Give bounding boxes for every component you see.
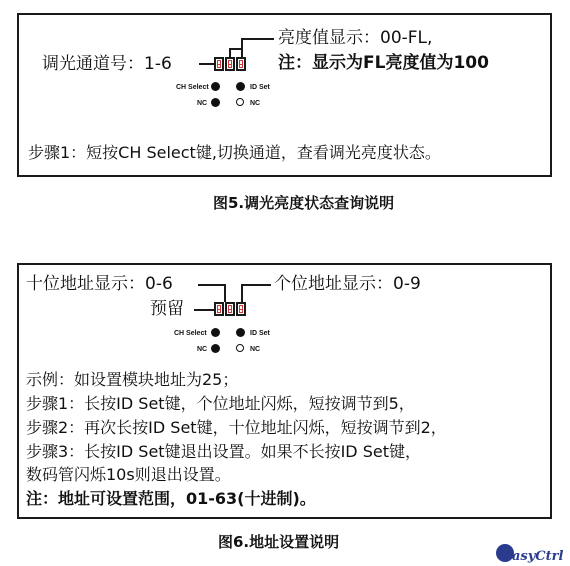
ones-address-label: 个位地址显示：0-9 <box>274 274 421 294</box>
brightness-leader-line <box>241 38 274 40</box>
ones-leader-vertical <box>241 284 243 302</box>
ch-select-button[interactable] <box>211 328 220 337</box>
tens-leader-vertical <box>224 284 226 302</box>
channel-leader-line <box>199 63 214 65</box>
reserved-label: 预留 <box>150 299 184 319</box>
ch-select-button[interactable] <box>211 82 220 91</box>
reserved-leader-line <box>194 309 214 311</box>
nc-left-label: NC <box>197 100 208 107</box>
figure6-caption: 图6.地址设置说明 <box>218 533 340 551</box>
brightness-display-label: 亮度值显示：00-FL, <box>278 28 433 48</box>
ch-select-label: CH Select <box>174 330 207 337</box>
id-set-button[interactable] <box>236 328 245 337</box>
figure5-caption: 图5.调光亮度状态查询说明 <box>213 194 395 212</box>
step3-text: 步骤3：长按ID Set键退出设置。如果不长按ID Set键， <box>26 442 421 461</box>
nc-left-dot <box>211 344 220 353</box>
nc-right-ring <box>236 98 244 106</box>
channel-number-label: 调光通道号：1-6 <box>42 54 172 74</box>
logo-text: asyCtrl <box>512 549 564 564</box>
tens-leader-horizontal <box>198 284 226 286</box>
ch-select-label: CH Select <box>176 84 209 91</box>
id-set-label: ID Set <box>250 330 270 337</box>
step1-text: 步骤1：短按CH Select键,切换通道，查看调光亮度状态。 <box>28 143 441 162</box>
id-set-label: ID Set <box>250 84 270 91</box>
nc-right-label: NC <box>250 100 261 107</box>
exit-text: 数码管闪烁10s则退出设置。 <box>26 465 231 484</box>
nc-left-label: NC <box>197 346 208 353</box>
nc-right-label: NC <box>250 346 261 353</box>
nc-left-dot <box>211 98 220 107</box>
brightness-note: 注：显示为FL亮度值为100 <box>278 53 489 73</box>
ones-leader-horizontal <box>241 284 271 286</box>
id-set-button[interactable] <box>236 82 245 91</box>
nc-right-ring <box>236 344 244 352</box>
tens-address-label: 十位地址显示：0-6 <box>26 274 173 294</box>
brightness-bracket-top <box>229 48 243 50</box>
address-range-note: 注：地址可设置范围，01-63(十进制)。 <box>26 489 316 508</box>
example-text: 示例：如设置模块地址为25； <box>26 370 239 389</box>
step1-text: 步骤1：长按ID Set键，个位地址闪烁，短按调节到5， <box>26 394 415 413</box>
step2-text: 步骤2：再次长按ID Set键，十位地址闪烁，短按调节到2， <box>26 418 447 437</box>
